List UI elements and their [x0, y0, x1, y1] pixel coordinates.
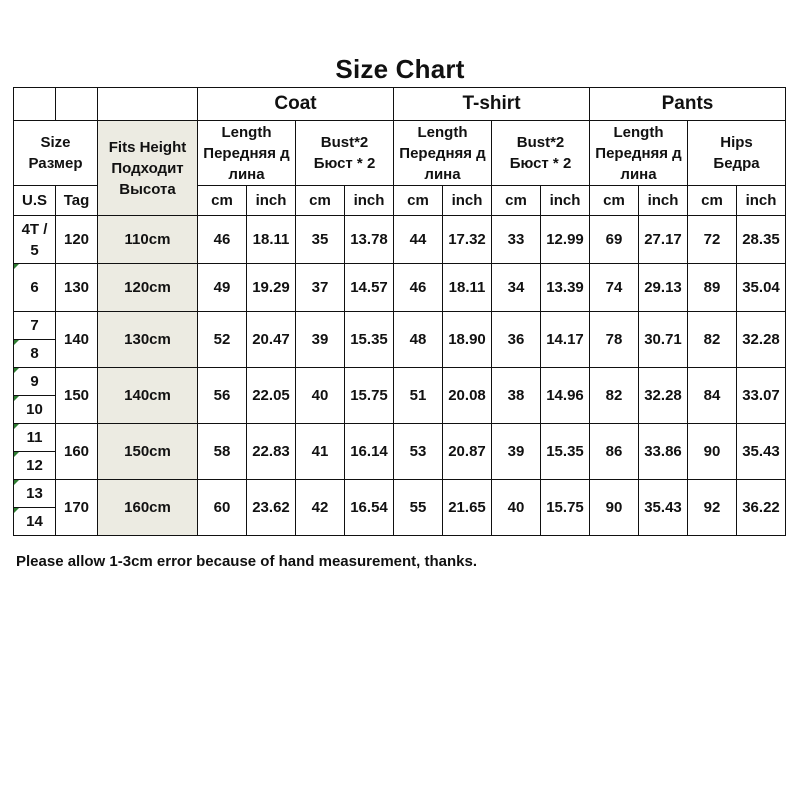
coat-bust-header [296, 121, 394, 186]
measure-label-ru: Передняя д [595, 144, 682, 162]
unit-inch: inch [541, 186, 590, 216]
tshirt-bust-inch: 15.75 [541, 480, 590, 536]
unit-cm: cm [394, 186, 443, 216]
coat-length-cm: 56 [198, 368, 247, 424]
empty-cell [56, 88, 98, 121]
unit-cm: cm [198, 186, 247, 216]
measure-label-ru: Бюст * 2 [313, 155, 376, 172]
tshirt-length-inch: 20.08 [443, 368, 492, 424]
size-chart-table [13, 87, 786, 536]
coat-bust-cm: 40 [296, 368, 345, 424]
table-row [14, 424, 786, 452]
tshirt-bust-inch: 15.35 [541, 424, 590, 480]
measure-label: Length [221, 123, 272, 141]
unit-inch: inch [345, 186, 394, 216]
tshirt-length-inch: 20.87 [443, 424, 492, 480]
group-header-row [14, 88, 786, 121]
us-size: 9 [14, 368, 56, 396]
fits-height: 120cm [98, 264, 198, 312]
pants-hips-cm: 89 [688, 264, 737, 312]
tshirt-bust-cm: 34 [492, 264, 541, 312]
fits-height-header [98, 121, 198, 216]
unit-cm: cm [688, 186, 737, 216]
us-size: 11 [14, 424, 56, 452]
group-tshirt: T-shirt [394, 88, 590, 121]
unit-inch: inch [247, 186, 296, 216]
fits-height-label-ru1: Подходит [111, 159, 184, 177]
coat-length-inch: 19.29 [247, 264, 296, 312]
table-row [14, 312, 786, 340]
coat-bust-cm: 35 [296, 216, 345, 264]
pants-length-inch: 30.71 [639, 312, 688, 368]
coat-bust-inch: 15.35 [345, 312, 394, 368]
coat-bust-cm: 39 [296, 312, 345, 368]
pants-hips-inch: 33.07 [737, 368, 786, 424]
tshirt-length-cm: 48 [394, 312, 443, 368]
fits-height-label-ru2: Высота [119, 180, 176, 198]
coat-length-cm: 58 [198, 424, 247, 480]
tag-header: Tag [56, 186, 98, 216]
us-size: 7 [14, 312, 56, 340]
measure-label: Bust*2 [516, 134, 565, 151]
tshirt-bust-cm: 38 [492, 368, 541, 424]
coat-bust-cm: 42 [296, 480, 345, 536]
coat-length-inch: 22.05 [247, 368, 296, 424]
pants-hips-cm: 92 [688, 480, 737, 536]
pants-length-inch: 27.17 [639, 216, 688, 264]
pants-length-cm: 78 [590, 312, 639, 368]
tag-size: 130 [56, 264, 98, 312]
coat-length-cm: 52 [198, 312, 247, 368]
tshirt-bust-inch: 12.99 [541, 216, 590, 264]
measure-label-ru: Бедра [713, 155, 760, 172]
unit-inch: inch [737, 186, 786, 216]
table-row [14, 264, 786, 312]
pants-hips-inch: 32.28 [737, 312, 786, 368]
group-coat: Coat [198, 88, 394, 121]
coat-length-inch: 22.83 [247, 424, 296, 480]
tshirt-length-cm: 51 [394, 368, 443, 424]
group-pants: Pants [590, 88, 786, 121]
measure-label-ru: Бюст * 2 [509, 155, 572, 172]
tshirt-length-cm: 53 [394, 424, 443, 480]
page-title: Size Chart [335, 54, 465, 84]
pants-length-inch: 32.28 [639, 368, 688, 424]
coat-bust-cm: 41 [296, 424, 345, 480]
pants-hips-cm: 84 [688, 368, 737, 424]
us-size-line: 5 [30, 241, 39, 259]
measure-label: Bust*2 [320, 134, 369, 151]
pants-hips-inch: 28.35 [737, 216, 786, 264]
fits-height-label-en: Fits Height [108, 138, 187, 156]
tshirt-length-cm: 44 [394, 216, 443, 264]
tshirt-length-cm: 46 [394, 264, 443, 312]
us-size: 14 [14, 508, 56, 536]
tshirt-bust-cm: 36 [492, 312, 541, 368]
fits-height: 110cm [98, 216, 198, 264]
pants-length-inch: 33.86 [639, 424, 688, 480]
size-label-ru: Размер [28, 155, 83, 172]
us-size [14, 216, 56, 264]
pants-length-cm: 82 [590, 368, 639, 424]
measure-label: Length [613, 123, 664, 141]
tag-size: 170 [56, 480, 98, 536]
coat-length-cm: 46 [198, 216, 247, 264]
pants-hips-cm: 90 [688, 424, 737, 480]
us-size-line: 4T / [21, 220, 48, 238]
tag-size: 140 [56, 312, 98, 368]
coat-bust-inch: 16.54 [345, 480, 394, 536]
empty-cell [14, 88, 56, 121]
tshirt-bust-cm: 40 [492, 480, 541, 536]
fits-height: 160cm [98, 480, 198, 536]
tshirt-bust-inch: 14.17 [541, 312, 590, 368]
table-row [14, 368, 786, 396]
coat-bust-inch: 13.78 [345, 216, 394, 264]
pants-length-inch: 35.43 [639, 480, 688, 536]
table-row [14, 480, 786, 508]
pants-hips-cm: 72 [688, 216, 737, 264]
pants-length-cm: 74 [590, 264, 639, 312]
pants-hips-cm: 82 [688, 312, 737, 368]
measurement-note: Please allow 1-3cm error because of hand measurement, thanks. [16, 553, 478, 570]
coat-bust-inch: 16.14 [345, 424, 394, 480]
tag-size: 120 [56, 216, 98, 264]
fits-height: 150cm [98, 424, 198, 480]
pants-length-cm: 69 [590, 216, 639, 264]
measure-label-ru: лина [228, 165, 265, 183]
unit-cm: cm [296, 186, 345, 216]
tshirt-length-inch: 18.11 [443, 264, 492, 312]
tshirt-bust-cm: 39 [492, 424, 541, 480]
coat-bust-inch: 15.75 [345, 368, 394, 424]
us-size: 10 [14, 396, 56, 424]
measure-label-ru: лина [620, 165, 657, 183]
coat-length-inch: 20.47 [247, 312, 296, 368]
pants-hips-inch: 35.43 [737, 424, 786, 480]
measure-label-ru: Передняя д [399, 144, 486, 162]
pants-hips-header [688, 121, 786, 186]
coat-length-cm: 49 [198, 264, 247, 312]
tshirt-bust-cm: 33 [492, 216, 541, 264]
us-size: 8 [14, 340, 56, 368]
tshirt-bust-inch: 14.96 [541, 368, 590, 424]
us-header: U.S [14, 186, 56, 216]
pants-length-header [590, 121, 688, 186]
coat-bust-inch: 14.57 [345, 264, 394, 312]
pants-hips-inch: 36.22 [737, 480, 786, 536]
coat-bust-cm: 37 [296, 264, 345, 312]
pants-length-cm: 86 [590, 424, 639, 480]
tshirt-length-inch: 21.65 [443, 480, 492, 536]
coat-length-inch: 23.62 [247, 480, 296, 536]
measure-label: Hips [720, 134, 753, 151]
empty-cell [98, 88, 198, 121]
tshirt-bust-header [492, 121, 590, 186]
measure-label-ru: лина [424, 165, 461, 183]
fits-height: 130cm [98, 312, 198, 368]
tshirt-length-cm: 55 [394, 480, 443, 536]
pants-hips-inch: 35.04 [737, 264, 786, 312]
tshirt-bust-inch: 13.39 [541, 264, 590, 312]
unit-cm: cm [590, 186, 639, 216]
tag-size: 160 [56, 424, 98, 480]
coat-length-header [198, 121, 296, 186]
unit-inch: inch [639, 186, 688, 216]
measure-header-row [14, 121, 786, 186]
measure-label-ru: Передняя д [203, 144, 290, 162]
us-size: 13 [14, 480, 56, 508]
tag-size: 150 [56, 368, 98, 424]
fits-height: 140cm [98, 368, 198, 424]
unit-cm: cm [492, 186, 541, 216]
pants-length-inch: 29.13 [639, 264, 688, 312]
tshirt-length-inch: 18.90 [443, 312, 492, 368]
size-label-en: Size [40, 134, 71, 151]
us-size: 6 [14, 264, 56, 312]
coat-length-cm: 60 [198, 480, 247, 536]
measure-label: Length [417, 123, 468, 141]
tshirt-length-inch: 17.32 [443, 216, 492, 264]
unit-inch: inch [443, 186, 492, 216]
table-row [14, 216, 786, 264]
tshirt-length-header [394, 121, 492, 186]
us-size: 12 [14, 452, 56, 480]
size-header [14, 121, 98, 186]
coat-length-inch: 18.11 [247, 216, 296, 264]
pants-length-cm: 90 [590, 480, 639, 536]
